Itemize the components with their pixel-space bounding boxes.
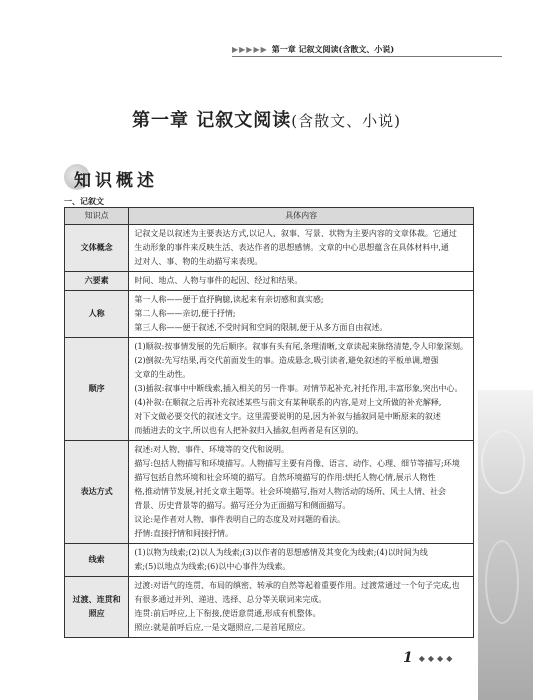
content-line: 过渡:对语气的连贯、布局的缜密、转承的自然等起着重要作用。过渡常通过一个句子完成,也: [134, 581, 460, 590]
table-row: [65, 291, 474, 338]
chapter-title-sub: (含散文、小说): [291, 112, 401, 130]
row-content: [129, 338, 474, 441]
content-line: 叙述:对人物、事件、环境等的交代和说明。: [134, 445, 290, 454]
row-content: [129, 577, 474, 638]
decorative-swirl-icon: [485, 540, 519, 624]
content-line: 时间、地点、人物与事件的起因、经过和结果。: [134, 276, 303, 285]
row-label: 文体概念: [65, 225, 129, 272]
running-header: [232, 42, 502, 57]
section-badge: [64, 164, 174, 190]
subsection-title: 一、记叙文: [64, 197, 104, 206]
header-arrows: ▶▶▶▶▶: [232, 44, 268, 54]
content-line: 议论:是作者对人物、事件表明自己的态度及对问题的看法。: [134, 515, 346, 524]
table-row: [65, 577, 474, 638]
table-header-cell: 具体内容: [129, 208, 474, 225]
row-label: 顺序: [65, 338, 129, 441]
table-row: [65, 544, 474, 577]
content-line: (2)倒叙:先写结果,再交代前面发生的事。造成悬念,吸引读者,避免叙述的平板单调,增强: [134, 356, 439, 365]
row-content: [129, 225, 474, 272]
content-line: 第三人称——便于叙述,不受时间和空间的限制,便于从多方面自由叙述。: [134, 323, 388, 332]
content-line: 连贯:前后呼应,上下衔接,使语意贯通,形成有机整体。: [134, 609, 321, 618]
page-footer: [403, 650, 455, 666]
table-body: [65, 225, 474, 638]
row-content: [129, 272, 474, 291]
content-line: (1)顺叙:按事情发展的先后顺序。叙事有头有尾,条理清晰,文章读起来脉络清楚,令人印象深刻。: [134, 342, 468, 351]
content-line: 描写:包括人物描写和环境描写。人物描写主要有肖像、语言、动作、心理、细节等描写;环境: [134, 459, 460, 468]
row-label: 六要素: [65, 272, 129, 291]
content-line: 第一人称——便于直抒胸臆,读起来有亲切感和真实感;: [134, 295, 324, 304]
content-line: 对下文做必要交代的叙述文字。这里需要说明的是,因为补叙与插叙同是中断原来的叙述: [134, 412, 441, 421]
header-text: 第一章 记叙文阅读(含散文、小说): [271, 43, 395, 54]
chapter-title: [0, 106, 533, 132]
content-line: 有很多通过并列、递进、选择、总分等关联词来完成。: [134, 595, 327, 604]
row-label: 过渡、连贯和照应: [65, 577, 129, 638]
content-line: 而插进去的文字,所以也有人把补叙归入插叙,但两者是有区别的。: [134, 426, 364, 435]
content-line: 抒情:直接抒情和间接抒情。: [134, 529, 234, 538]
content-line: (3)插叙:叙事中中断线索,插入相关的另一件事。对情节起补充,衬托作用,丰富形象,突出中心。: [134, 384, 463, 393]
page-number: 1: [403, 650, 413, 666]
row-content: [129, 291, 474, 338]
content-line: 描写包括自然环境和社会环境的描写。自然环境描写的作用:烘托人物心情,展示人物性: [134, 473, 436, 482]
content-line: (1)以物为线索;(2)以人为线索;(3)以作者的思想感情及其变化为线索;(4)以时间为线: [134, 548, 428, 557]
table-row: [65, 272, 474, 291]
row-label: 表达方式: [65, 441, 129, 544]
content-line: 记叙文是以叙述为主要表达方式,以记人、叙事、写景、状物为主要内容的文章体裁。它通过: [134, 229, 457, 238]
content-line: 格,推动情节发展,衬托文章主题等。社会环境描写,指对人物活动的场所、风土人情、社会: [134, 487, 446, 496]
knowledge-table: [64, 207, 474, 638]
decorative-swirl-icon: [481, 430, 525, 494]
table-row: [65, 225, 474, 272]
content-line: 第二人称——亲切,便于抒情;: [134, 309, 236, 318]
row-label: 人称: [65, 291, 129, 338]
row-label: 线索: [65, 544, 129, 577]
content-line: 照应:就是前呼后应,一是文题照应,二是首尾照应。: [134, 623, 311, 632]
row-content: [129, 544, 474, 577]
content-line: 背景、历史背景等的描写。描写还分为正面描写和侧面描写。: [134, 501, 351, 510]
table-row: [65, 441, 474, 544]
chapter-title-main: 第一章 记叙文阅读: [132, 110, 292, 131]
section-badge-text: 知识概述: [74, 171, 158, 191]
content-line: 过对人、事、物的生动描写来表现。: [134, 257, 263, 266]
content-line: 生动形象的事件来反映生活、表达作者的思想感情。文章的中心思想蕴含在具体材料中,通: [134, 243, 449, 252]
content-line: 索;(5)以地点为线索;(6)以中心事件为线索。: [134, 562, 291, 571]
content-line: (4)补叙:在顺叙之后再补充叙述某些与前文有某种联系的内容,是对上文所做的补充解释,: [134, 398, 442, 407]
table-row: [65, 338, 474, 441]
table-header-row: [65, 208, 474, 225]
diamond-icons: ◆◆◆◆: [418, 653, 456, 663]
content-line: 文章的生动性。: [134, 370, 191, 379]
table-header-cell: 知识点: [65, 208, 129, 225]
row-content: [129, 441, 474, 544]
